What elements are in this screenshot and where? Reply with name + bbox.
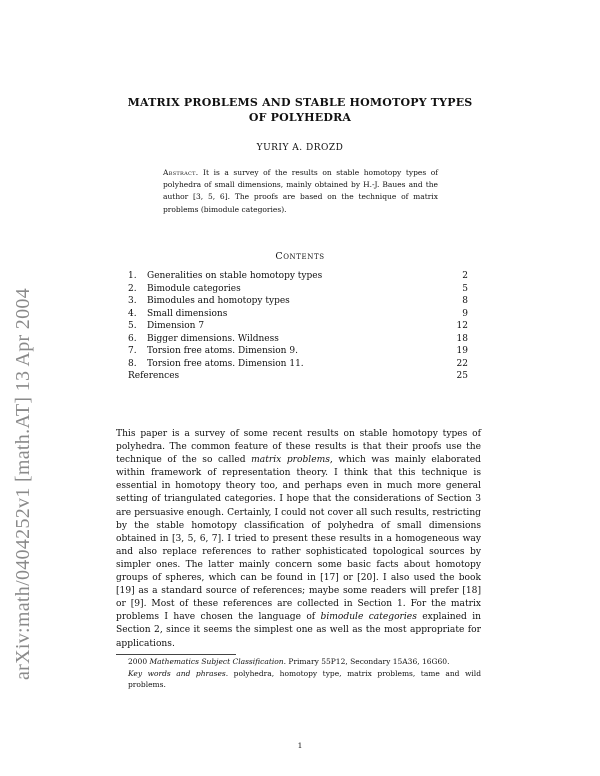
intro-paragraph [116,428,481,651]
intro-emphasis-bimodule-categories: bimodule categories [320,612,417,623]
page-number: 1 [297,741,303,750]
toc-entry[interactable] [128,308,468,321]
toc-label: Generalities on stable homotopy types [147,271,323,281]
toc-entry[interactable] [128,270,468,283]
toc-entry[interactable] [128,320,468,333]
toc-label: Small dimensions [147,308,228,319]
toc-number: 3. [128,296,137,306]
toc-page: 12 [456,321,468,331]
author-name: YURIY A. DROZD [256,143,344,153]
toc-entry-references[interactable] [128,370,468,383]
toc-page: 9 [462,308,468,319]
footnote-rule [116,654,236,655]
intro-emphasis-matrix-problems: matrix problems [251,455,330,466]
abstract-text: It is a survey of the results on stable homotopy types of polyhedra of small dimensions, mainly obtained by H.-J. Baues and the author [3, 5, 6]. The proofs are based on the technique of matrix problems (bimodule categories). [163,168,439,214]
intro-text-part-2: , which was mainly elaborated within framework of representation theory. I think that this technique is essential in homotopy theory too, and perhaps even in much more general setting of triangulated categories. I hope that the considerations of Section 3 are persuasive enough. Certainly, I could not cover all such results, restricting by the stable homotopy classification of polyhedra of small dimensions obtained in [3, 5, 6, 7]. I tried to present these results in a homogeneous way and also replace references to rather sophisticated topological sources by simpler ones. The latter mainly concern some basic facts about homotopy groups of spheres, which can be found in [17] or [20]. I also used the book [19] as a standard source of references; maybe some readers will prefer [18] or [9]. Most of these references are collected in Section 1. For the matrix problems I have chosen the language of [116,455,481,623]
toc-entry[interactable] [128,295,468,308]
toc-page: 5 [462,283,468,294]
footnote-msc-year: 2000 [128,657,150,666]
title-line-2: OF POLYHEDRA [248,111,352,124]
intro-text-part-1: This paper is a survey of some recent results on stable homotopy types of polyhedra. The common feature of these results is that their proofs use the technique of the so called [116,429,481,466]
footnotes [116,656,481,691]
toc-number: 7. [128,346,137,356]
toc-number: 5. [128,321,137,331]
toc-label: Torsion free atoms. Dimension 11. [147,358,304,369]
toc-entry[interactable] [128,333,468,346]
toc-label: Dimension 7 [147,321,205,331]
footnote-msc [116,656,481,668]
footnote-msc-text: Primary 55P12, Secondary 15A36, 16G60. [286,657,450,666]
footnote-keywords-text: polyhedra, homotopy type, matrix problems, tame and wild problems. [128,668,481,689]
footnote-keywords-label: Key words and phrases. [128,668,229,678]
abstract-heading: Abstract. [163,168,199,177]
toc-page: 18 [456,333,468,344]
title-line-1: MATRIX PROBLEMS AND STABLE HOMOTOPY TYPES [127,96,473,109]
toc-label: Bimodule categories [147,283,241,294]
abstract [163,167,438,216]
toc-number: 2. [128,283,137,294]
toc-label: Bimodules and homotopy types [147,296,290,306]
arxiv-identifier [8,160,38,680]
toc-label: References [128,371,180,381]
toc-page: 19 [456,346,468,356]
toc-page: 8 [462,296,468,306]
toc-entry[interactable] [128,283,468,296]
intro-text-part-3: explained in Section 2, since it seems the simplest one as well as the most appropriate for applications. [116,612,481,649]
toc-entry[interactable] [128,358,468,371]
footnote-msc-label: Mathematics Subject Classification. [149,657,287,666]
footnote-keywords [116,668,481,691]
toc-number: 1. [128,271,137,281]
toc-page: 25 [456,371,468,381]
toc-entry[interactable] [128,345,468,358]
toc-number: 8. [128,358,137,369]
toc-number: 4. [128,308,137,319]
toc-number: 6. [128,333,137,344]
toc-page: 22 [456,358,468,369]
contents-heading: Contents [275,251,325,262]
toc-page: 2 [462,271,468,281]
table-of-contents [128,270,468,383]
arxiv-identifier-text: arXiv:math/0404252v1 [math.AT] 13 Apr 2004 [12,288,34,680]
toc-label: Bigger dimensions. Wildness [147,333,279,344]
paper-title [100,95,500,125]
toc-label: Torsion free atoms. Dimension 9. [147,346,298,356]
